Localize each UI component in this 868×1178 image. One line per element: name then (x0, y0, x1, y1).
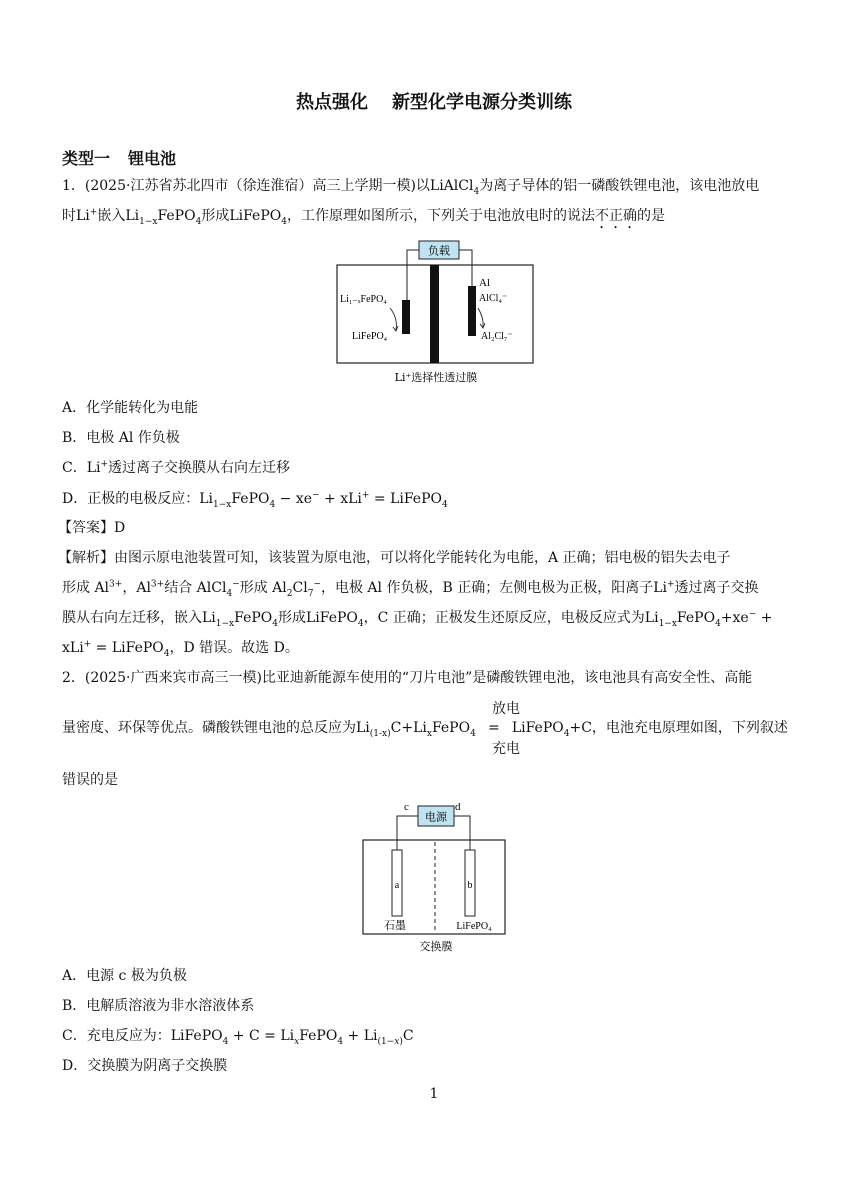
page-title (0, 88, 868, 114)
left-bottom-label: LiFePO₄ (352, 331, 388, 342)
q2-charging-diagram (360, 798, 508, 956)
charge-label: 充电 (492, 741, 520, 757)
discharge-label: 放电 (492, 701, 520, 717)
title-part-1: 热点强化 (296, 92, 368, 113)
section-number: 类型一 (62, 149, 111, 168)
right-bottom-label: Al₂Cl₇⁻ (481, 331, 513, 342)
q1-analysis-line-1: 【解析】由图示原电池装置可知，该装置为原电池，可以将化学能转化为电能，A 正确；铝电极的铝失去电子 (58, 550, 731, 566)
q2-stem-line-1: 2．(2025·广西来宾市高三一模)比亚迪新能源车使用的“刀片电池”是磷酸铁锂电池，该电池具有高安全性、高能 (62, 670, 753, 686)
q1-stem-line-1: 1．(2025·江苏省苏北四市（徐连淮宿）高三上学期一模)以LiAlCl$_4$为离子导体的铝一磷酸铁锂电池，该电池放电 (62, 178, 760, 197)
right-top-label: Al (479, 277, 490, 289)
exchange-membrane-caption: 交换膜 (419, 940, 453, 953)
q1-answer: 【答案】D (58, 520, 126, 536)
page-number: 1 (429, 1086, 439, 1102)
q2-stem-line-2: 量密度、环保等优点。磷酸铁锂电池的总反应为$Li_{(1-x)}C+Li_xFePO_4$ = LiFePO$_4$+C，电池充电原理如图，下列叙述 (62, 720, 788, 739)
section-name: 锂电池 (128, 149, 177, 168)
q1-analysis-line-2: 形成 $Al^{3+}$，$Al^{3+}$结合 AlCl$_4$−形成 $Al_2Cl_7^-$，电极 Al 作负极，B 正确；左侧电极为正极，阳离子Li+透过离子交换 (62, 579, 759, 599)
left-top-label: Li₁₋ₓFePO₄ (340, 294, 387, 305)
electrode-a-label: a (394, 880, 400, 891)
left-electrode (402, 300, 410, 334)
emphasis-not-correct: 不正确 (594, 208, 637, 224)
graphite-label: 石墨 (384, 919, 406, 932)
membrane (430, 265, 439, 363)
q2-option-a: A．电源 c 极为负极 (62, 968, 187, 984)
power-source-label: 电源 (425, 810, 447, 824)
section-heading (62, 146, 176, 169)
right-electrode (468, 286, 476, 336)
q1-analysis-line-4: xLi+ = LiFePO$_4$，D 错误。故选 D。 (62, 639, 299, 659)
q2-stem-line-3: 错误的是 (62, 772, 118, 788)
q1-option-d: D．正极的电极反应：$Li_{1-x}FePO_4 - xe^- + xLi^+$ = LiFePO$_4$ (62, 490, 448, 510)
load-label: 负载 (428, 244, 450, 258)
q1-option-b: B．电极 Al 作负极 (62, 430, 180, 446)
lifepo4-label: LiFePO₄ (456, 921, 492, 932)
membrane-caption: Li⁺选择性透过膜 (394, 371, 478, 384)
electrode-b-label: b (467, 880, 473, 891)
q1-battery-diagram (334, 238, 538, 388)
q2-option-b: B．电解质溶液为非水溶液体系 (62, 998, 255, 1014)
q1-option-c: C．Li+透过离子交换膜从右向左迁移 (62, 459, 291, 476)
q1-analysis-line-3: 膜从右向左迁移，嵌入$Li_{1-x}FePO_4$形成LiFePO$_4$，C 正确；正极发生还原反应，电极反应式为$Li_{1-x}FePO_4+xe^-$ + (62, 609, 773, 629)
terminal-d-label: d (455, 801, 461, 813)
terminal-c-label: c (404, 801, 409, 813)
right-mid-label: AlCl₄⁻ (479, 293, 508, 304)
q1-stem-line-2: 时Li+嵌入$Li_{1-x}FePO_4$形成LiFePO$_4$，工作原理如图所示，下列关于电池放电时的说法不正确的是 (62, 207, 665, 227)
q1-option-a: A．化学能转化为电能 (62, 400, 199, 416)
title-part-2: 新型化学电源分类训练 (392, 92, 572, 113)
q2-option-d: D．交换膜为阴离子交换膜 (62, 1058, 228, 1074)
q2-option-c: C．充电反应为：LiFePO$_4$ + $C = Li_xFePO_4 + Li_{(1-x)}C$ (62, 1028, 414, 1047)
